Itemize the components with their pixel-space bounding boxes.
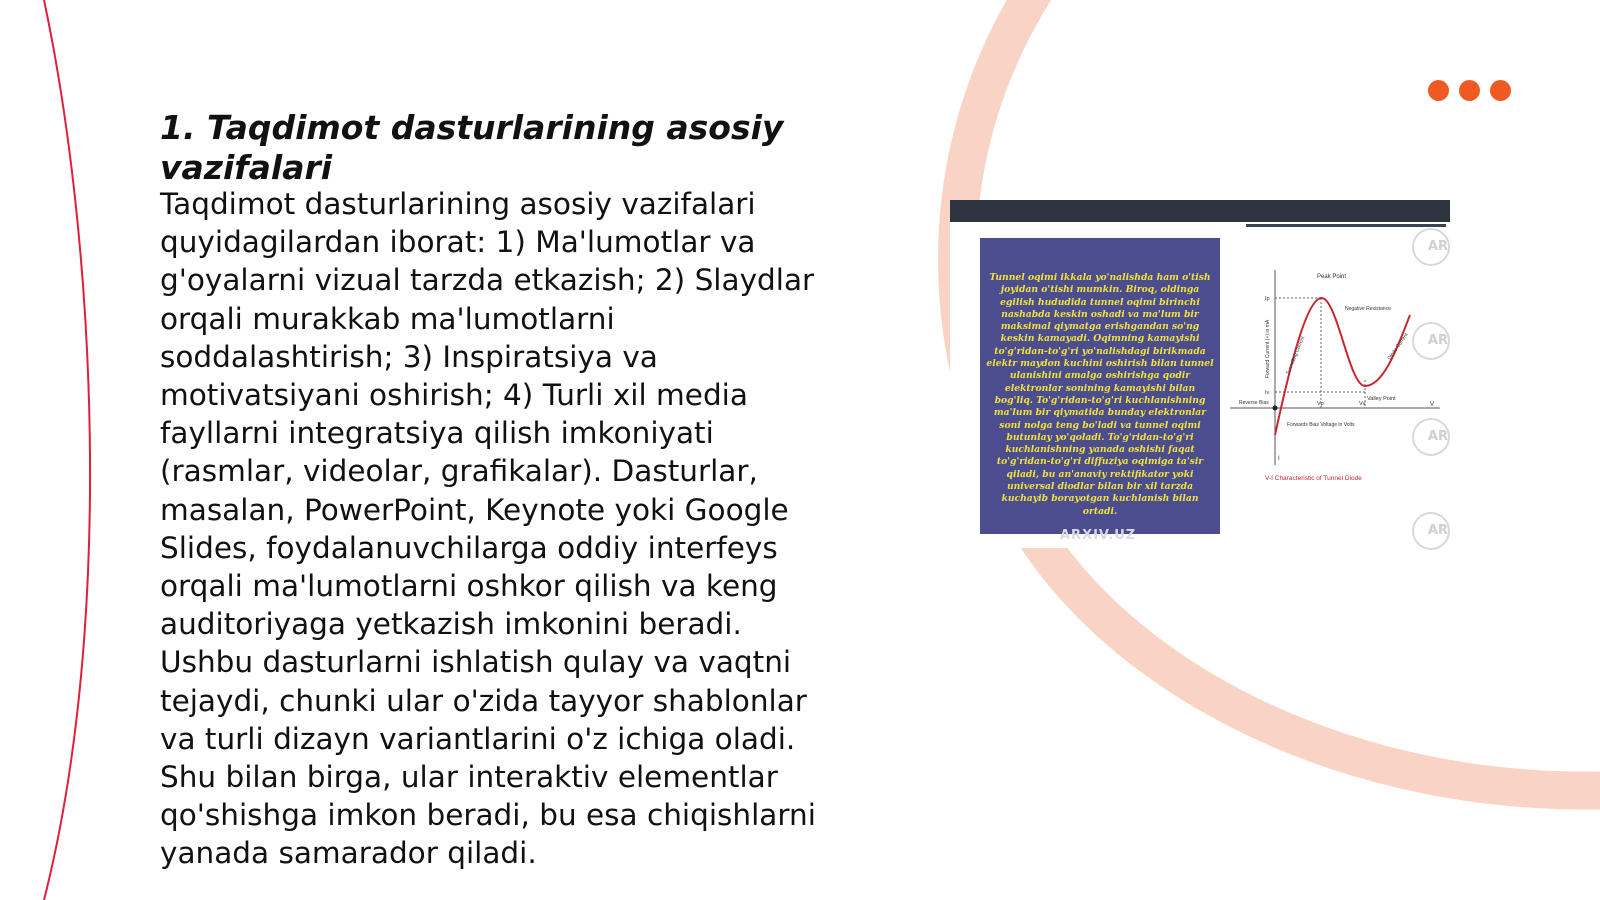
watermark-badge-1: AR (1412, 228, 1450, 266)
decorative-dots (1428, 80, 1511, 101)
figure-header-line (1246, 224, 1446, 227)
dot-3 (1490, 80, 1511, 101)
figure-text-box (980, 238, 1220, 534)
v-axis-end-label: V (1430, 402, 1435, 408)
ip-label: Ip (1265, 296, 1270, 302)
slide-body-text: Taqdimot dasturlarining asosiy vazifalari quyidagilardan iborat: 1) Ma'lumotlar va g'oyalarni vizual tarzda etkazish; 2) Slaydlar orqali murakkab ma'lumotlarni soddalashtirish; 3) Inspiratsiya va motivatsiyani oshirish; 4) Turli xil media fayllarni integratsiya qilish imkoniyati (rasmlar, videolar, grafikalar). Dasturlar, masalan, PowerPoint, Keynote yoki Google Slides, foydalanuvchilarga oddiy interfeys orqali ma'lumotlarni oshkor qilish va keng auditoriyaga yetkazish imkonini beradi. Ushbu dasturlarni ishlatish qulay va vaqtni tejaydi, chunki ular o'zida tayyor shablonlar va turli dizayn variantlarini o'z ichiga oladi. Shu bilan birga, ular interaktiv elementlar qo'shishga imkon beradi, bu esa chiqishlarni yanada samarador qiladi. (160, 187, 816, 871)
vp-label: Vp (1317, 401, 1324, 407)
vi-curve (1275, 298, 1410, 435)
vi-characteristic-graph (1225, 260, 1450, 500)
iv-label: Iv (1265, 390, 1270, 396)
graph-caption: V-I Characteristic of Tunnel Diode (1265, 475, 1362, 482)
i-axis-label: I (1278, 456, 1280, 462)
forward-bias-label: Forwards Bias Voltage in Volts (1287, 422, 1355, 428)
reverse-bias-label: Reverse Bias (1239, 400, 1269, 406)
figure-header-bar (950, 200, 1450, 222)
red-curve-line (44, 0, 90, 900)
slide-title: 1. Taqdimot dasturlarining asosiy vazifalari (160, 108, 784, 187)
tunnel-diode-figure (950, 200, 1450, 548)
origin-point (1273, 406, 1278, 411)
watermark-badge-3: AR (1412, 418, 1450, 456)
y-axis-label: Forward Current (+) in mA (1265, 319, 1271, 378)
dot-2 (1459, 80, 1480, 101)
tunnel-current-label: Tunnelling Current (1285, 335, 1307, 376)
watermark-text: ARXIV.UZ (1060, 528, 1137, 543)
valley-point-label: Valley Point (1367, 396, 1396, 402)
watermark-badge-4: AR (1412, 512, 1450, 550)
peak-point-label: Peak Point (1317, 274, 1347, 280)
negative-resistance-label: Negative Resistance (1345, 306, 1391, 312)
dot-1 (1428, 80, 1449, 101)
figure-text-box-content: Tunnel oqimi ikkala yo'nalishda ham o'tish joyidan o'tishi mumkin. Biroq, oldinga egilish hududida tunnel oqimi birinchi nashabda keskin oshadi va ma'lum bir maksimal qiymatga erishgandan so'ng keskin kamayadi. Oqimning kamayishi to'g'ridan-to'g'ri yo'nalishdagi birikmada elektr maydon kuchini oshirish bilan tunnel ulanishini amalga oshirishga qodir elektronlar sonining kamayishi bilan bog'liq. To'g'ridan-to'g'ri kuchlanishning ma'lum bir qiymatida bunday elektronlar soni nolga teng bo'ladi va tunnel oqimi butunlay yo'qoladi. To'g'ridan-to'g'ri kuchlanishning yanada oshishi faqat to'g'ridan-to'g'ri diffuziya oqimiga ta'sir qiladi, bu an'anaviy rektifikator yoki universal diodlar bilan bir xil tarzda kuchayib borayotgan kuchlanish bilan ortadi. (986, 272, 1214, 517)
watermark-badge-2: AR (1412, 322, 1450, 360)
vv-label: Vv (1359, 401, 1366, 407)
diode-current-label: Diode Current (1386, 332, 1410, 362)
